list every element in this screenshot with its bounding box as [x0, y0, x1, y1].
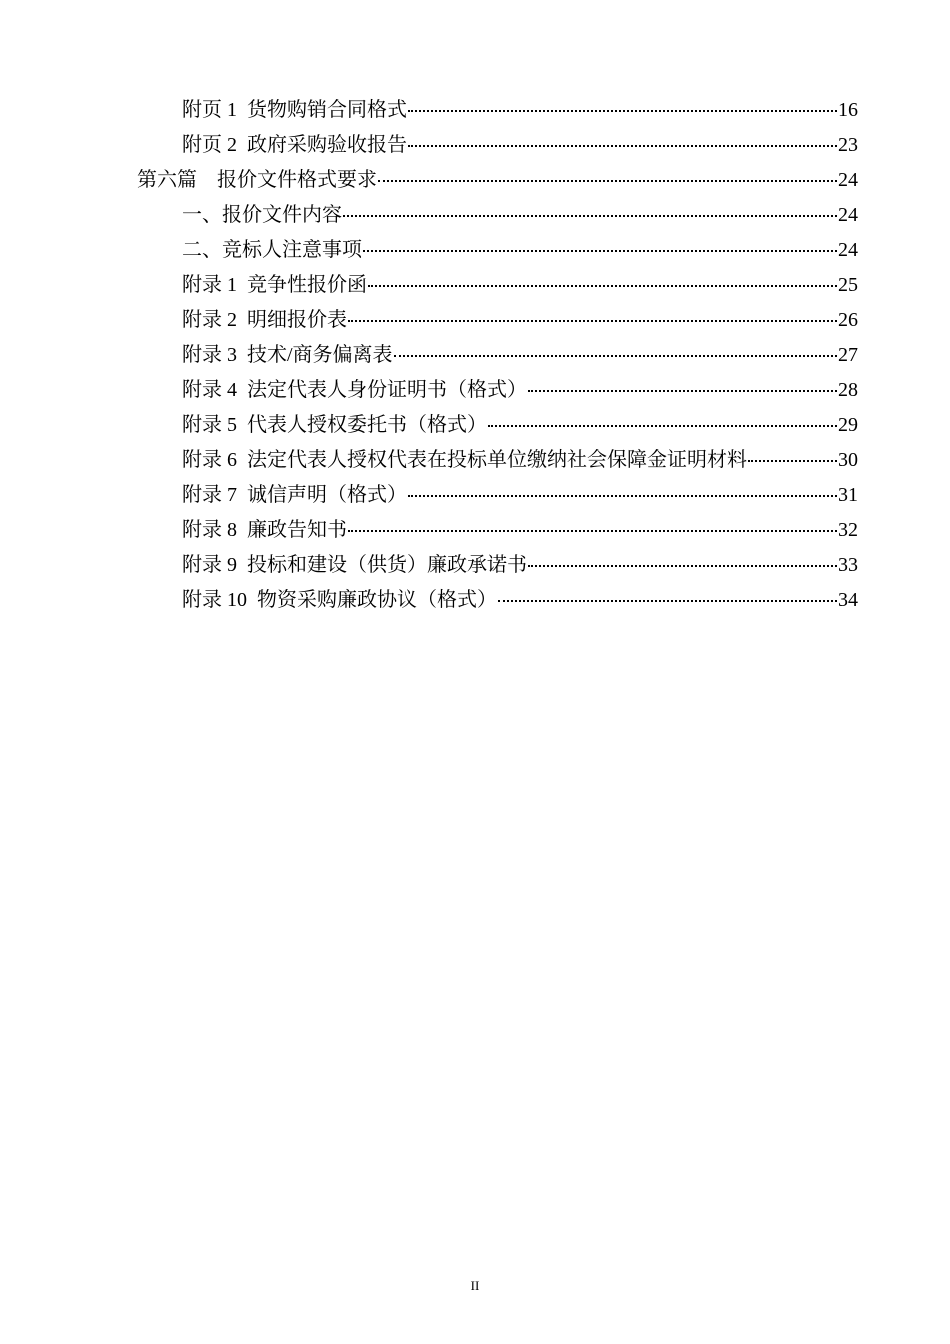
- toc-entry-title: 附录 8 廉政告知书: [182, 519, 347, 541]
- toc-leader-dots: [408, 145, 837, 147]
- toc-entry-page: 16: [838, 99, 858, 121]
- toc-leader-dots: [748, 460, 837, 462]
- toc-entry[interactable]: [0, 513, 950, 548]
- toc-entry-title: 附页 1 货物购销合同格式: [182, 99, 407, 121]
- toc-entry[interactable]: [0, 233, 950, 268]
- toc-entry-title: 附录 1 竞争性报价函: [182, 274, 367, 296]
- toc-entry[interactable]: [0, 268, 950, 303]
- toc-entry-page: 25: [838, 274, 858, 296]
- toc-entry[interactable]: [0, 163, 950, 198]
- toc-entry-title: 一、报价文件内容: [182, 204, 342, 226]
- toc-leader-dots: [363, 250, 837, 252]
- toc-entry-title: 附录 7 诚信声明（格式）: [182, 484, 407, 506]
- toc-entry-page: 32: [838, 519, 858, 541]
- toc-entry-page: 30: [838, 449, 858, 471]
- toc-leader-dots: [498, 600, 837, 602]
- toc-entry-page: 31: [838, 484, 858, 506]
- toc-leader-dots: [488, 425, 837, 427]
- toc-entry-title: 附录 10 物资采购廉政协议（格式）: [182, 589, 497, 611]
- toc-leader-dots: [343, 215, 837, 217]
- page-number: II: [470, 1278, 480, 1293]
- toc-entry-title: 第六篇 报价文件格式要求: [137, 169, 377, 191]
- toc-leader-dots: [348, 320, 837, 322]
- toc-entry-page: 27: [838, 344, 858, 366]
- toc-entry-page: 26: [838, 309, 858, 331]
- toc-entry-title: 附录 3 技术/商务偏离表: [182, 344, 393, 366]
- toc-leader-dots: [394, 355, 837, 357]
- toc-entry-title: 附录 6 法定代表人授权代表在投标单位缴纳社会保障金证明材料: [182, 449, 747, 471]
- toc-entry[interactable]: [0, 583, 950, 618]
- toc-entry-page: 28: [838, 379, 858, 401]
- toc-entry[interactable]: [0, 478, 950, 513]
- toc-entry-page: 24: [838, 204, 858, 226]
- toc-entry[interactable]: [0, 338, 950, 373]
- toc-entry-title: 附录 4 法定代表人身份证明书（格式）: [182, 379, 527, 401]
- toc-entry[interactable]: [0, 548, 950, 583]
- toc-entry-title: 附录 9 投标和建设（供货）廉政承诺书: [182, 554, 527, 576]
- toc-entry[interactable]: [0, 128, 950, 163]
- toc-entry[interactable]: [0, 303, 950, 338]
- toc-entry[interactable]: [0, 443, 950, 478]
- toc-leader-dots: [528, 565, 837, 567]
- toc-entry-page: 33: [838, 554, 858, 576]
- toc-entry-title: 附录 5 代表人授权委托书（格式）: [182, 414, 487, 436]
- toc-entry[interactable]: [0, 198, 950, 233]
- table-of-contents: [0, 93, 950, 618]
- toc-leader-dots: [378, 180, 837, 182]
- toc-leader-dots: [408, 110, 837, 112]
- toc-entry-page: 24: [838, 169, 858, 191]
- toc-entry-page: 23: [838, 134, 858, 156]
- toc-entry[interactable]: [0, 408, 950, 443]
- toc-leader-dots: [348, 530, 837, 532]
- toc-entry-page: 24: [838, 239, 858, 261]
- toc-entry[interactable]: [0, 93, 950, 128]
- toc-entry-title: 二、竞标人注意事项: [182, 239, 362, 261]
- toc-entry-title: 附页 2 政府采购验收报告: [182, 134, 407, 156]
- toc-leader-dots: [408, 495, 837, 497]
- toc-leader-dots: [528, 390, 837, 392]
- toc-entry-page: 34: [838, 589, 858, 611]
- toc-entry-title: 附录 2 明细报价表: [182, 309, 347, 331]
- toc-entry-page: 29: [838, 414, 858, 436]
- toc-entry[interactable]: [0, 373, 950, 408]
- toc-leader-dots: [368, 285, 837, 287]
